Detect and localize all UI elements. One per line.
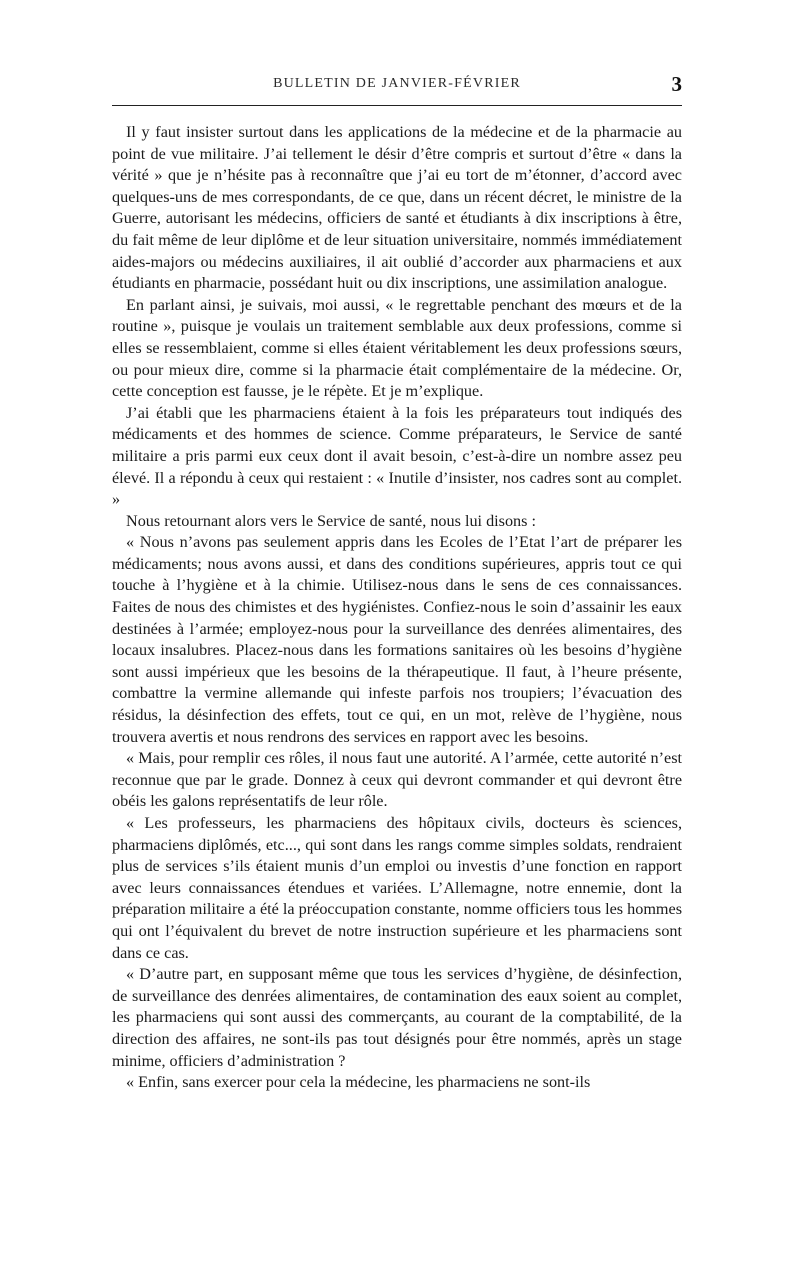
page-number: 3 <box>671 72 682 96</box>
paragraph: Il y faut insister surtout dans les applications de la médecine et de la pharmacie au point de vue militaire. J’ai tellement le désir d’être compris et surtout d’être « dans la vérité » que je n’hésite pas à reconnaître que j’ai eu tort de m’étonner, d’accord avec quelques-uns de mes correspondants, de ce que, dans un récent décret, le ministre de la Guerre, autorisant les médecins, officiers de santé et étudiants à dix inscriptions à être, du fait même de leur diplôme et de leur situation universitaire, nommés immédiatement aides-majors ou médecins auxiliaires, il ait oublié d’accorder aux pharmaciens et aux étudiants en pharmacie, possédant huit ou dix inscriptions, une assimilation analogue. <box>112 123 682 293</box>
header-rule <box>112 105 682 106</box>
paragraph: « Mais, pour remplir ces rôles, il nous faut une autorité. A l’armée, cette autorité n’est reconnue que par le grade. Donnez à ceux qui devront commander et qui devront être obéis les galons représentatifs de leur rôle. <box>112 749 682 811</box>
running-head <box>112 74 682 98</box>
paragraph: « Enfin, sans exercer pour cela la médecine, les pharmaciens ne sont-ils <box>126 1073 591 1092</box>
paragraph: J’ai établi que les pharmaciens étaient à la fois les préparateurs tout indiqués des médicaments et des hommes de science. Comme préparateurs, le Service de santé militaire a pris parmi eux ceux dont il avait besoin, c’est-à-dire un nombre assez peu élevé. Il a répondu à ceux qui restaient : « Inutile d’insister, nos cadres sont au complet. » <box>112 403 682 509</box>
paragraph: Nous retournant alors vers le Service de santé, nous lui disons : <box>126 511 536 530</box>
paragraph: « Nous n’avons pas seulement appris dans les Ecoles de l’Etat l’art de préparer les médicaments; nous avons aussi, et dans des conditions supérieures, appris tout ce qui touche à l’hygiène et à la chimie. Utilisez-nous dans le sens de ces connaissances. Faites de nous des chimistes et des hygiénistes. Confiez-nous le soin d’assainir les eaux destinées à l’armée; employez-nous pour la surveillance des denrées alimentaires, des locaux insalubres. Placez-nous dans les formations sanitaires où les besoins d’hygiène sont aussi impérieux que les besoins de la thérapeutique. Il faut, à l’heure présente, combattre la vermine allemande qui infeste parfois nos troupiers; l’évacuation des résidus, la désinfection des effets, tout ce qui, en un mot, relève de l’hygiène, nous trouvera avertis et nous rendrons des services en rapport avec les besoins. <box>112 533 682 746</box>
running-title: BULLETIN DE JANVIER-FÉVRIER <box>273 76 521 91</box>
paragraph: « D’autre part, en supposant même que tous les services d’hygiène, de désinfection, de surveillance des denrées alimentaires, de contamination des eaux soient au complet, les pharmaciens qui sont aussi des commerçants, au courant de la comptabilité, de la direction des affaires, ne sont-ils pas tout désignés pour être nommés, après un stage minime, officiers d’administration ? <box>112 965 682 1070</box>
paragraph: « Les professeurs, les pharmaciens des hôpitaux civils, docteurs ès sciences, pharmaciens diplômés, etc..., qui sont dans les rangs comme simples soldats, rendraient plus de services s’ils étaient munis d’un emploi ou investis d’une fonction en rapport avec leurs connaissances étendues et variées. L’Allemagne, notre ennemie, dont la préparation militaire a été la préoccupation constante, nomme officiers tous les hommes qui ont l’équivalent du brevet de notre instruction supérieure et les pharmaciens sont dans ce cas. <box>112 814 682 962</box>
paragraph: En parlant ainsi, je suivais, moi aussi, « le regrettable penchant des mœurs et de la routine », puisque je voulais un traitement semblable aux deux professions, comme si elles se ressemblaient, comme si elles étaient véritablement les deux professions sœurs, ou pour mieux dire, comme si la pharmacie était complémentaire de la médecine. Or, cette conception est fausse, je le répète. Et je m’explique. <box>112 295 682 401</box>
body-text <box>112 122 682 1094</box>
